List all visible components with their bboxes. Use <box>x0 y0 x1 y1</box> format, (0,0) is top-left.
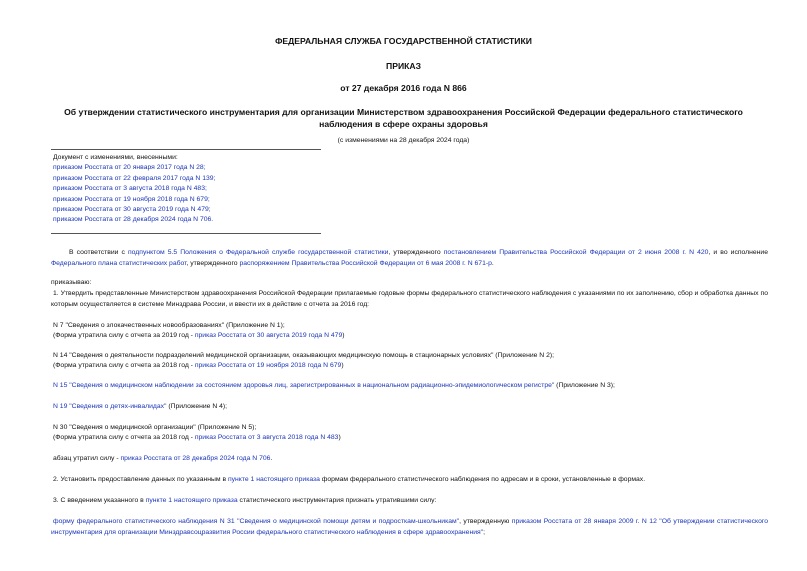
form-7-link[interactable]: приказ Росстата от 30 августа 2019 года N 479 <box>194 332 343 339</box>
doc-title: Об утверждении статистического инструментария для организации Министерством здравоохранения Российской Федерации федерального статистического наблюдения в сфере охраны здоровья <box>64 107 743 130</box>
form-7: N 7 "Сведения о злокачественных новообразованиях" (Приложение N 1); <box>53 322 285 329</box>
preamble-link-order[interactable]: распоряжением Правительства Российской Федерации от 6 мая 2008 г. N 671-р <box>239 259 492 267</box>
form-30-link[interactable]: приказ Росстата от 3 августа 2018 года N 483 <box>194 434 339 441</box>
change-link[interactable]: приказом Росстата от 22 февраля 2017 года N 139; <box>53 174 216 182</box>
changes-bottom-divider <box>51 233 321 234</box>
doc-type: ПРИКАЗ <box>386 61 421 71</box>
order-word: приказываю: <box>51 279 92 286</box>
form-14-link[interactable]: приказ Росстата от 19 ноября 2018 года N 679 <box>194 362 342 369</box>
form-14: N 14 "Сведения о деятельности подразделений медицинской организации, оказывающих медицинскую помощь в стационарных условиях" (Приложение N 2); <box>53 352 555 359</box>
form-7-note: (Форма утратила силу с отчета за 2019 год - приказ Росстата от 30 августа 2019 года N 479) <box>53 332 345 339</box>
doc-date: от 27 декабря 2016 года N 866 <box>340 83 467 93</box>
form-14-note: (Форма утратила силу с отчета за 2018 год - приказ Росстата от 19 ноября 2018 года N 679) <box>53 362 344 369</box>
preamble-link-plan[interactable]: Федерального плана статистических работ <box>51 259 187 267</box>
preamble-link-regulation[interactable]: подпунктом 5.5 Положения о Федеральной службе государственной статистики <box>128 249 389 256</box>
changes-block <box>53 153 215 226</box>
repealed-link[interactable]: приказ Росстата от 28 декабря 2024 года N 706 <box>120 455 271 462</box>
form-19: N 19 "Сведения о детях-инвалидах" (Приложение N 4); <box>53 403 228 410</box>
change-link[interactable]: приказом Росстата от 19 ноября 2018 года N 679; <box>53 195 210 203</box>
paragraph-2-link[interactable]: пункте 1 настоящего приказа <box>227 476 320 483</box>
edition-note: (с изменениями на 28 декабря 2024 года) <box>337 137 470 144</box>
repealed-form-31: форму федерального статистического наблюдения N 31 "Сведения о медицинской помощи детям и подросткам-школьникам", утвержденную приказом Росстата от 28 января 2009 г. N 12 "Об утверждении статистического инструментария для организации Минздравсоцразвития России федерального статистического наблюдения в сфере здравоохранения"; <box>51 518 768 536</box>
changes-top-divider <box>51 149 321 150</box>
form-31-link[interactable]: форму федерального статистического наблюдения N 31 "Сведения о медицинской помощи детям и подросткам-школьникам" <box>53 518 460 525</box>
change-link[interactable]: приказом Росстата от 28 декабря 2024 года N 706. <box>53 216 214 224</box>
paragraph-1: 1. Утвердить представленные Министерством здравоохранения Российской Федерации прилагаемые годовые формы федерального статистического наблюдения с указаниями по их заполнению, сбор и обработка данных по которым осуществляется в системе Минздрава России, и ввести их в действие с отчета за 2016 год: <box>51 290 768 308</box>
form-30-note: (Форма утратила силу с отчета за 2018 год - приказ Росстата от 3 августа 2018 года N 483) <box>53 434 341 441</box>
paragraph-2: 2. Установить предоставление данных по указанным в пункте 1 настоящего приказа формам федерального статистического наблюдения по адресам и в сроки, установленные в формах. <box>53 476 646 483</box>
change-link[interactable]: приказом Росстата от 20 января 2017 года N 28; <box>53 164 206 172</box>
order-12-link[interactable]: приказом Росстата от 28 января 2009 г. N 12 "Об утверждении статистического инструментария для организации Минздравсоцразвития России федерального статистического наблюдения в сфере здравоохранения" <box>51 518 768 536</box>
change-link[interactable]: приказом Росстата от 3 августа 2018 года N 483; <box>53 185 207 193</box>
change-link[interactable]: приказом Росстата от 30 августа 2019 года N 479; <box>53 206 211 214</box>
form-30: N 30 "Сведения о медицинской организации" (Приложение N 5); <box>53 424 257 431</box>
form-15: N 15 "Сведения о медицинском наблюдении за состоянием здоровья лиц, зарегистрированных в национальном радиационно-эпидемиологическом регистре" (Приложение N 3); <box>53 382 615 389</box>
preamble-paragraph: В соответствии с подпунктом 5.5 Положения о Федеральной службе государственной статистики, утвержденного постановлением Правительства Российской Федерации от 2 июня 2008 г. N 420, и во исполнение Федерального плана статистических работ, утвержденного распоряжением Правительства Российской Федерации от 6 мая 2008 г. N 671-р. <box>51 249 769 267</box>
repealed-paragraph: абзац утратил силу - приказ Росстата от 28 декабря 2024 года N 706. <box>53 455 273 462</box>
paragraph-3: 3. С введением указанного в пункте 1 настоящего приказа статистического инструментария признать утратившими силу: <box>53 497 437 504</box>
preamble-link-resolution[interactable]: постановлением Правительства Российской Федерации от 2 июня 2008 г. N 420 <box>443 249 709 256</box>
form-15-link[interactable]: N 15 "Сведения о медицинском наблюдении за состоянием здоровья лиц, зарегистрированных в национальном радиационно-эпидемиологическом регистре" <box>53 382 555 389</box>
paragraph-3-link[interactable]: пункте 1 настоящего приказа <box>145 497 238 504</box>
form-19-link[interactable]: N 19 "Сведения о детях-инвалидах" <box>53 403 167 410</box>
agency-name: ФЕДЕРАЛЬНАЯ СЛУЖБА ГОСУДАРСТВЕННОЙ СТАТИСТИКИ <box>275 36 532 46</box>
changes-intro: Документ с изменениями, внесенными: <box>53 154 178 161</box>
